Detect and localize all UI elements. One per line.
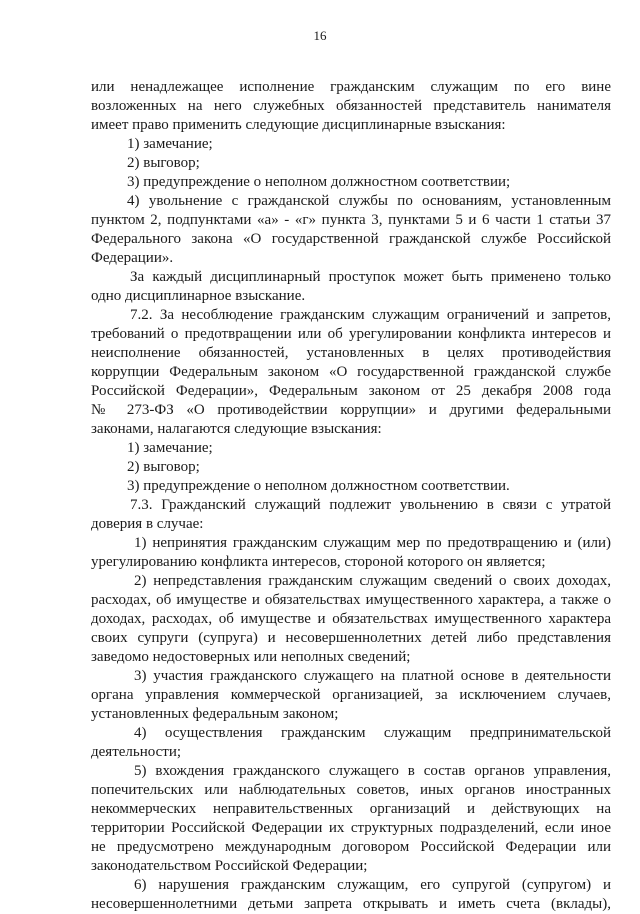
paragraph-start: 7.3. Гражданский служащий подлежит увольнению в связи с утратой <box>130 497 611 513</box>
list-item: 1) замечание; <box>127 440 213 456</box>
list-item: 3) предупреждение о неполном должностном соответствии. <box>127 478 510 494</box>
text-line: органа управления коммерческой организацией, за исключением случаев, <box>91 687 611 703</box>
list-item: 6) нарушения гражданским служащим, его супругой (супругом) и <box>134 877 611 893</box>
text-line: не предусмотрено международным договором Российской Федерации или <box>91 839 611 855</box>
text-line: возложенных на него служебных обязанностей представитель нанимателя <box>91 98 611 114</box>
text-line: некоммерческих неправительственных организаций и действующих на <box>91 801 611 817</box>
text-line: требований о предотвращении или об урегулировании конфликта интересов и <box>91 326 611 342</box>
text-line: Федерации». <box>91 250 174 266</box>
paragraph-start: За каждый дисциплинарный проступок может быть применено только <box>130 269 611 285</box>
list-item: 3) участия гражданского служащего на платной основе в деятельности <box>134 668 611 684</box>
text-line: или ненадлежащее исполнение гражданским служащим по его вине <box>91 79 611 95</box>
text-line: Федерального закона «О государственной гражданской службе Российской <box>91 231 611 247</box>
text-line: несовершеннолетними детьми запрета открывать и иметь счета (вклады), <box>91 896 611 912</box>
text-line: законами, налагаются следующие взыскания: <box>91 421 382 437</box>
text-line: расходах, об имуществе и обязательствах имущественного характера, а также о <box>91 592 611 608</box>
text-line: неисполнение обязанностей, установленных в целях противодействия <box>91 345 611 361</box>
text-line: территории Российской Федерации их структурных подразделений, если иное <box>91 820 611 836</box>
list-item: 1) замечание; <box>127 136 213 152</box>
text-line: попечительских или наблюдательных советов, иных органов иностранных <box>91 782 611 798</box>
text-line: урегулированию конфликта интересов, стороной которого он является; <box>91 554 546 570</box>
text-line: одно дисциплинарное взыскание. <box>91 288 306 304</box>
paragraph-start: 7.2. За несоблюдение гражданским служащим ограничений и запретов, <box>130 307 611 323</box>
list-item: 5) вхождения гражданского служащего в состав органов управления, <box>134 763 611 779</box>
text-line: деятельности; <box>91 744 182 760</box>
text-line: установленных федеральным законом; <box>91 706 339 722</box>
text-line: заведомо недостоверных или неполных сведений; <box>91 649 411 665</box>
list-item: 2) непредставления гражданским служащим сведений о своих доходах, <box>134 573 611 589</box>
text-line: пунктом 2, подпунктами «а» - «г» пункта 3, пунктами 5 и 6 части 1 статьи 37 <box>91 212 611 228</box>
text-line: коррупции Федеральным законом «О государственной гражданской службе <box>91 364 611 380</box>
text-line: Российской Федерации», Федеральным законом от 25 декабря 2008 года <box>91 383 611 399</box>
text-line: законодательством Российской Федерации; <box>91 858 368 874</box>
list-item: 2) выговор; <box>127 155 200 171</box>
page-number: 16 <box>313 28 327 43</box>
list-item: 3) предупреждение о неполном должностном соответствии; <box>127 174 511 190</box>
list-item: 2) выговор; <box>127 459 200 475</box>
list-item: 1) непринятия гражданским служащим мер по предотвращению и (или) <box>134 535 611 551</box>
list-item: 4) осуществления гражданским служащим предпринимательской <box>134 725 611 741</box>
text-line: № 273-ФЗ «О противодействии коррупции» и другими федеральными <box>91 402 611 418</box>
text-line: своих супруги (супруга) и несовершеннолетних детей либо представления <box>91 630 611 646</box>
text-line: доходах, расходах, об имуществе и обязательствах имущественного характера <box>91 611 611 627</box>
text-line: имеет право применить следующие дисциплинарные взыскания: <box>91 117 506 133</box>
text-line: доверия в случае: <box>91 516 204 532</box>
list-item: 4) увольнение с гражданской службы по основаниям, установленным <box>127 193 611 209</box>
document-body <box>91 78 611 914</box>
